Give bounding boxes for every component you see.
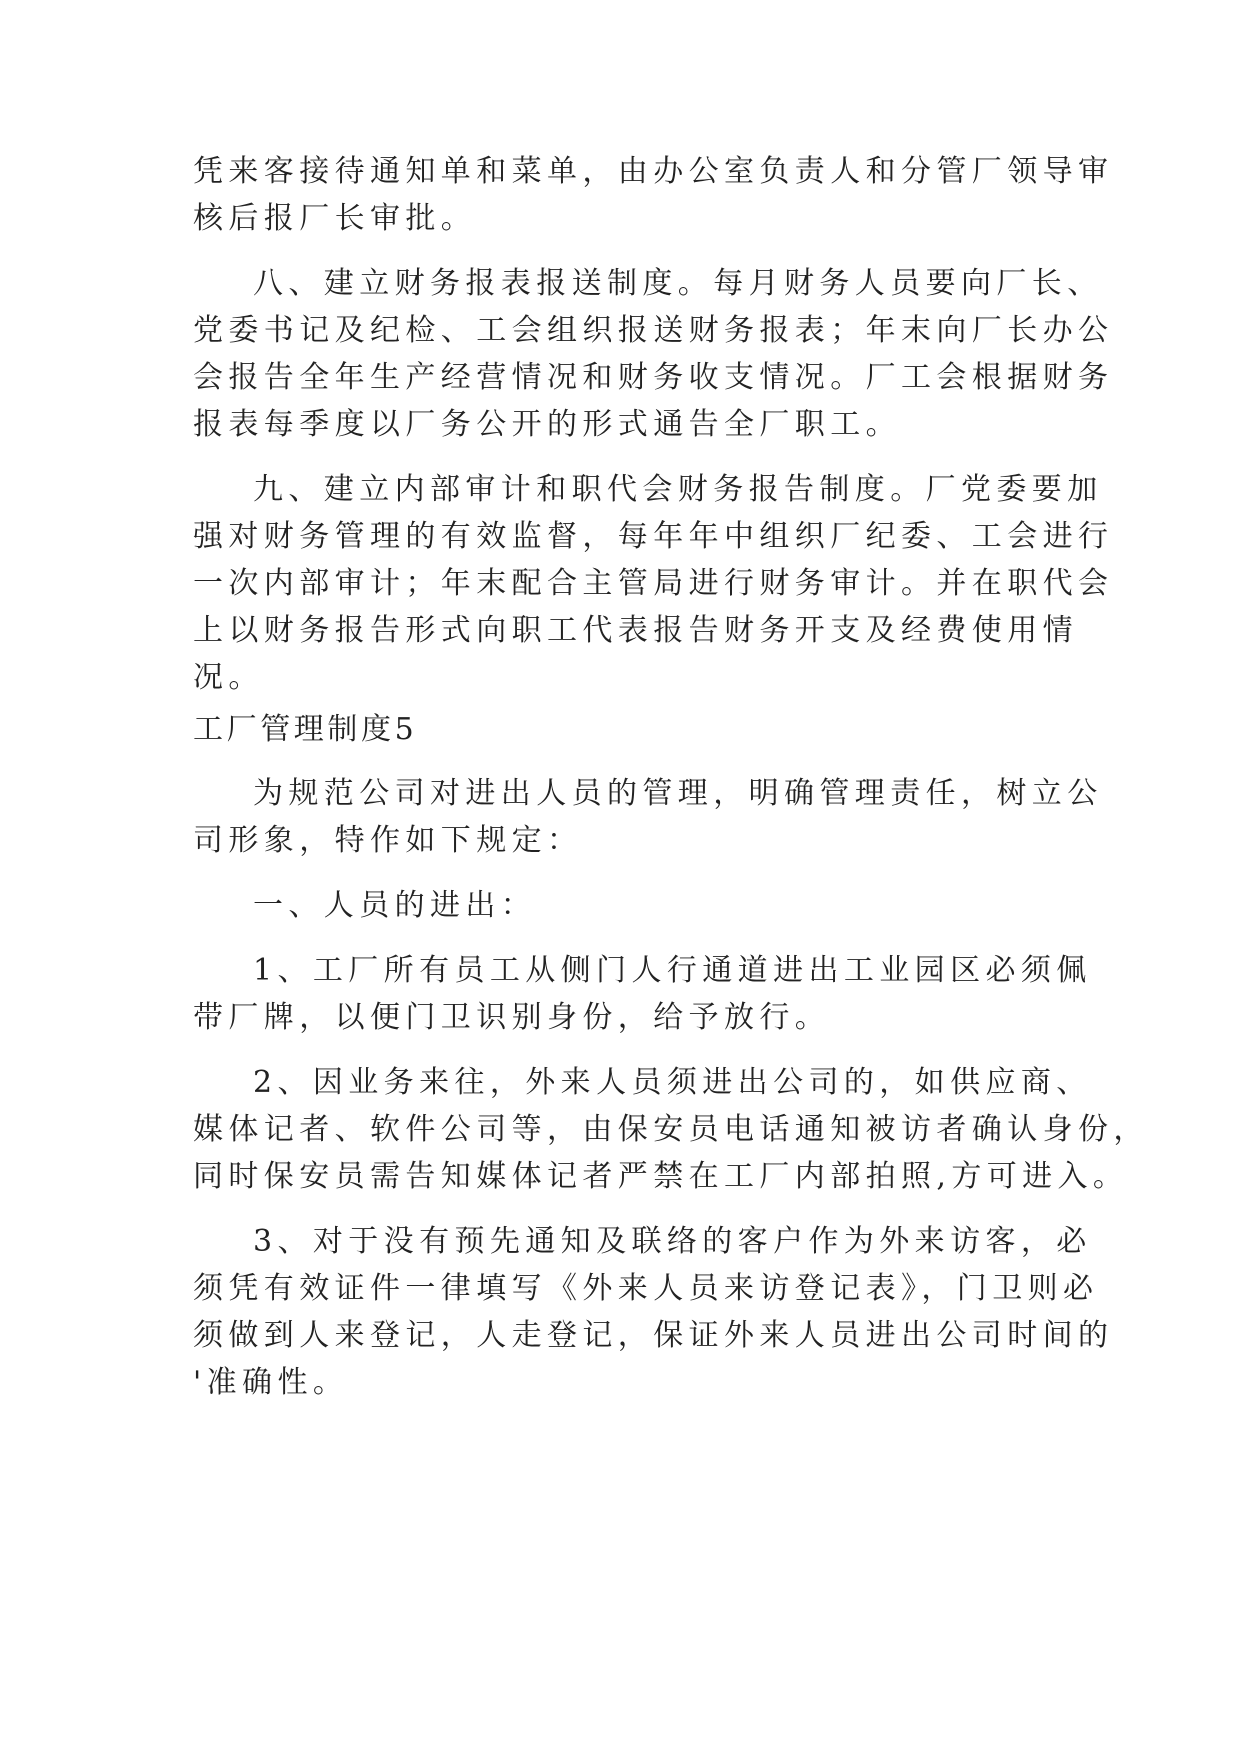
text-line: 党委书记及纪检、工会组织报送财务报表；年末向厂长办公 (193, 313, 1114, 348)
section-heading: 工厂管理制度5 (193, 712, 418, 747)
text-line: 况。 (193, 660, 264, 695)
text-line: 司形象，特作如下规定： (193, 823, 583, 858)
text-line: 同时保安员需告知媒体记者严禁在工厂内部拍照,方可进入。 (193, 1159, 1129, 1194)
text-line: 带厂牌，以便门卫识别身份，给予放行。 (193, 1000, 831, 1035)
paragraph-start-line: 九、建立内部审计和职代会财务报告制度。厂党委要加 (253, 472, 1103, 507)
paragraph-start-line: 为规范公司对进出人员的管理，明确管理责任，树立公 (253, 776, 1103, 811)
text-line: 核后报厂长审批。 (193, 201, 477, 236)
text-line: 媒体记者、软件公司等，由保安员电话通知被访者确认身份， (193, 1112, 1149, 1147)
text-line: '准确性。 (193, 1365, 349, 1400)
text-line: 须做到人来登记，人走登记，保证外来人员进出公司时间的 (193, 1318, 1114, 1353)
paragraph-start-line: 2、因业务来往，外来人员须进出公司的，如供应商、 (253, 1065, 1092, 1100)
paragraph-start-line: 八、建立财务报表报送制度。每月财务人员要向厂长、 (253, 266, 1103, 301)
paragraph-start-line: 3、对于没有预先通知及联络的客户作为外来访客，必 (253, 1224, 1092, 1259)
text-line: 报表每季度以厂务公开的形式通告全厂职工。 (193, 407, 901, 442)
text-line: 一次内部审计；年末配合主管局进行财务审计。并在职代会 (193, 566, 1114, 601)
text-line: 会报告全年生产经营情况和财务收支情况。厂工会根据财务 (193, 360, 1114, 395)
text-line: 须凭有效证件一律填写《外来人员来访登记表》，门卫则必 (193, 1271, 1099, 1306)
text-line: 上以财务报告形式向职工代表报告财务开支及经费使用情 (193, 613, 1078, 648)
text-line: 强对财务管理的有效监督，每年年中组织厂纪委、工会进行 (193, 519, 1114, 554)
paragraph-start-line: 一、人员的进出： (253, 888, 537, 923)
paragraph-start-line: 1、工厂所有员工从侧门人行通道进出工业园区必须佩 (253, 953, 1092, 988)
text-line: 凭来客接待通知单和菜单，由办公室负责人和分管厂领导审 (193, 154, 1114, 189)
